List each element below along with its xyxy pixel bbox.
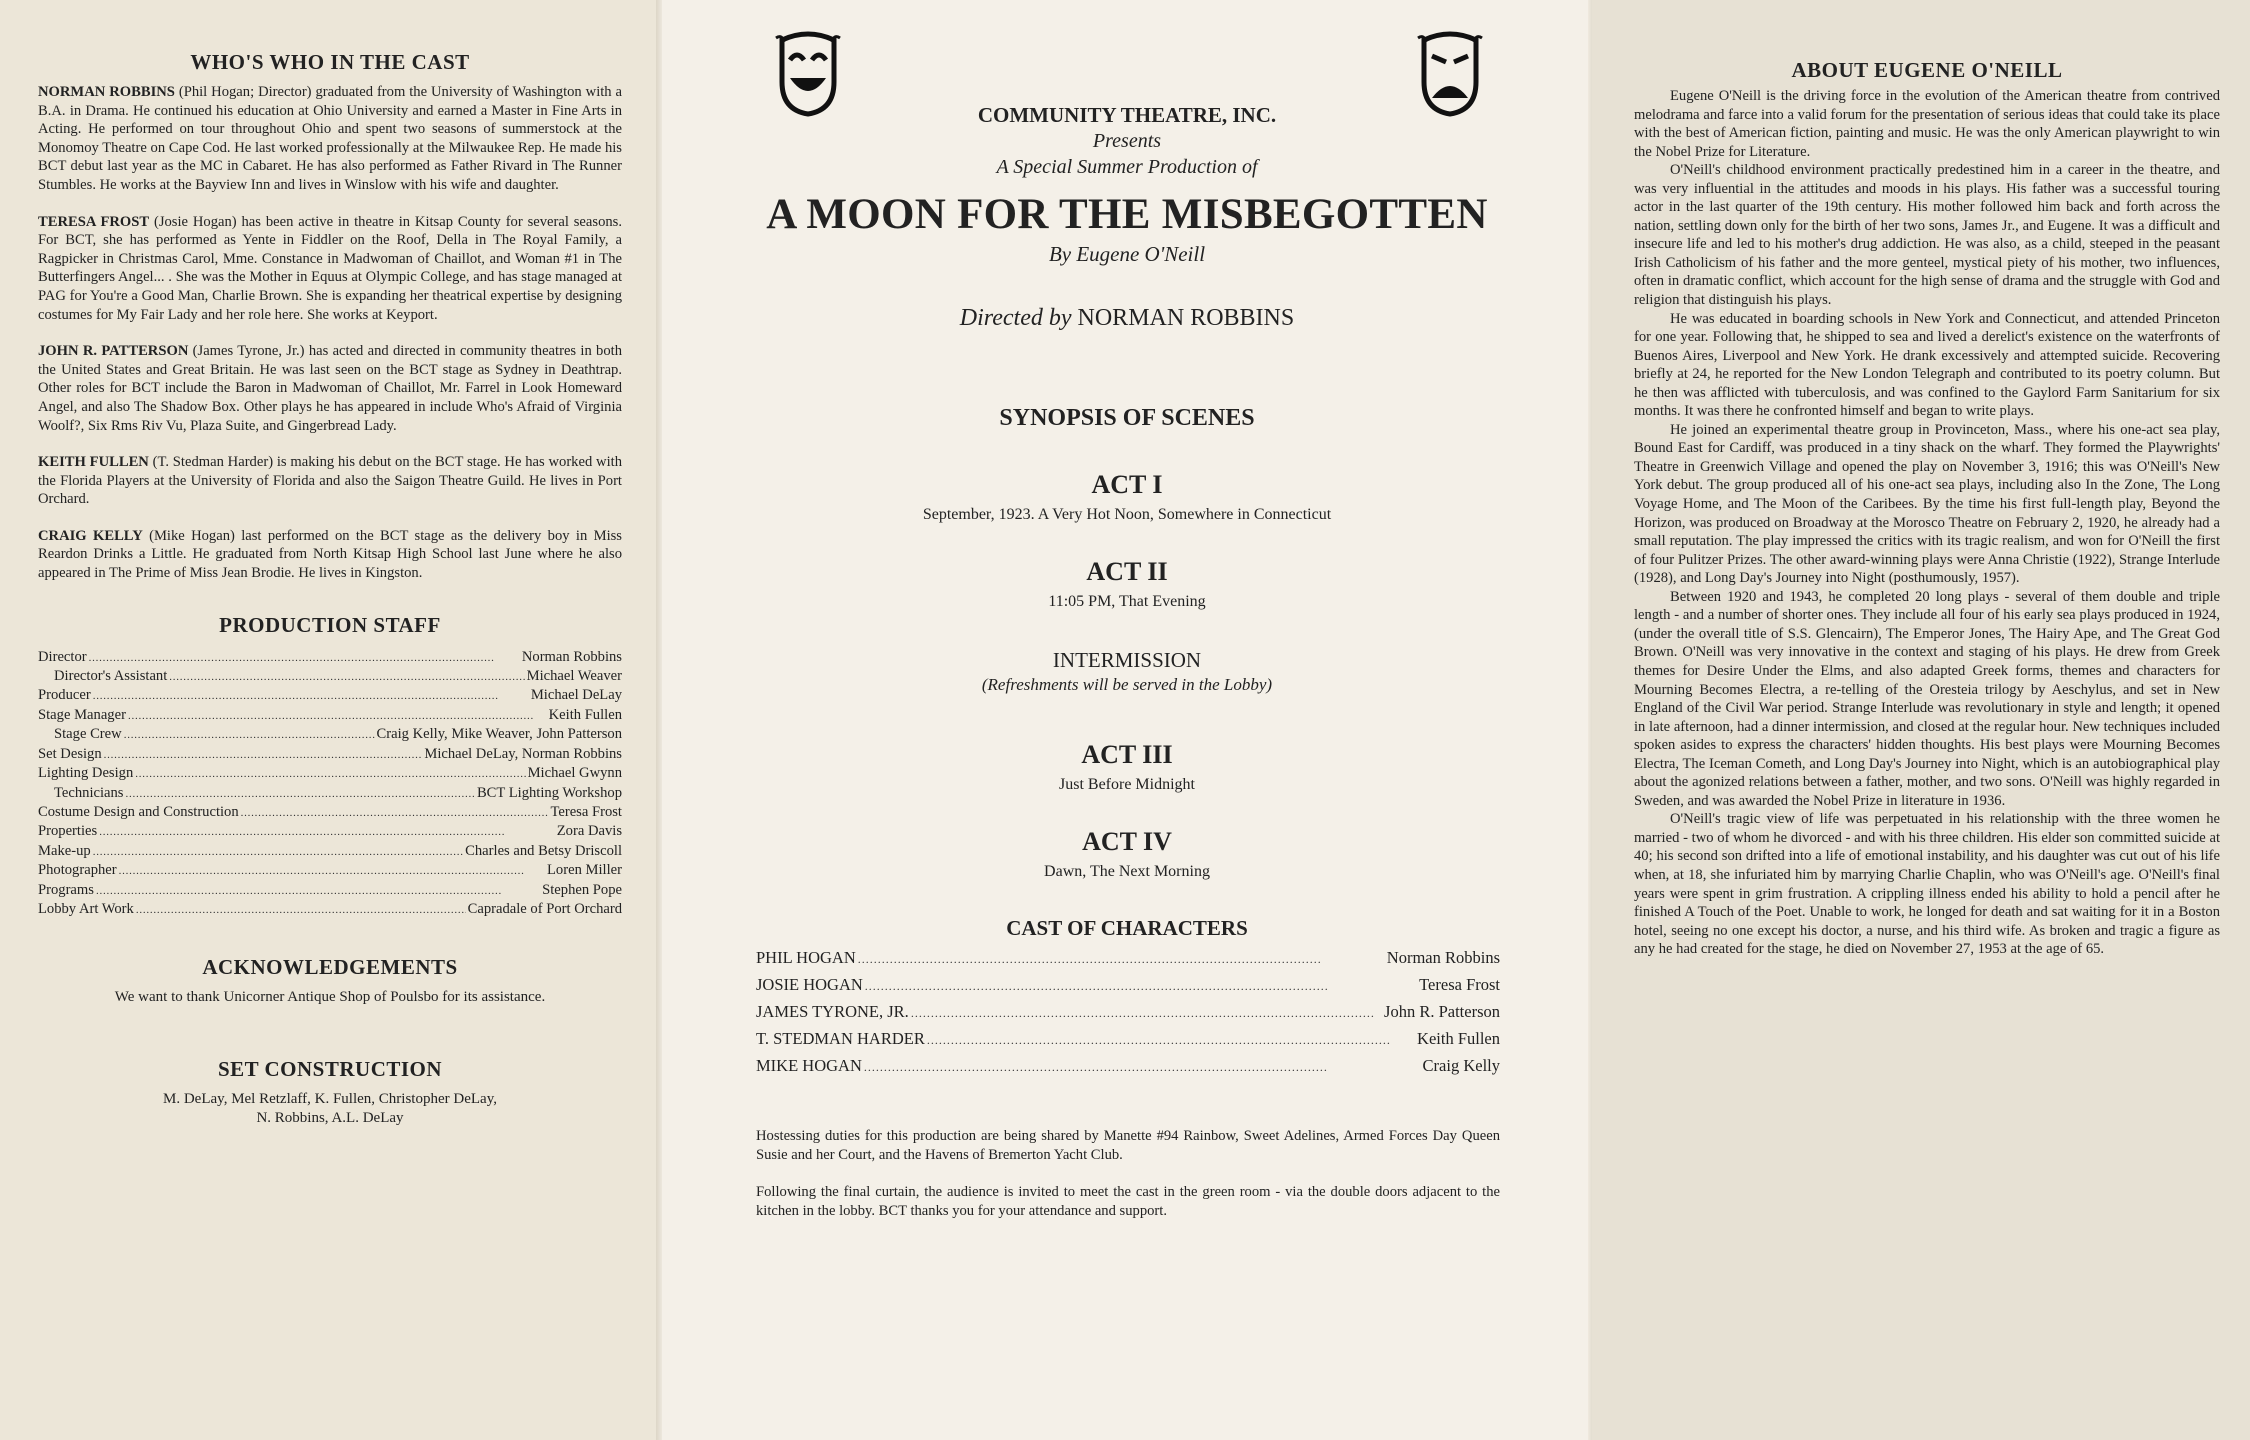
actor-name: Keith Fullen xyxy=(1417,1029,1500,1048)
staff-role: Programs xyxy=(38,881,94,898)
staff-name: Charles and Betsy Driscoll xyxy=(465,842,622,859)
act-4-title: ACT IV xyxy=(1082,827,1172,856)
cast-bio xyxy=(38,453,622,509)
cast-bio-name: CRAIG KELLY xyxy=(38,527,143,544)
staff-name: Craig Kelly, Mike Weaver, John Patterson xyxy=(376,726,622,743)
act-3-description: Just Before Midnight xyxy=(1059,776,1195,793)
staff-name: Michael Gwynn xyxy=(527,765,622,782)
intermission-title: INTERMISSION xyxy=(1052,648,1202,672)
staff-name: Norman Robbins xyxy=(521,648,622,665)
dot-leader xyxy=(911,999,1382,1026)
cast-row xyxy=(756,999,1500,1026)
dot-leader xyxy=(241,803,549,822)
dot-leader xyxy=(136,900,466,919)
cast-bio-text: (Josie Hogan) has been active in theatre in Kitsap County for several seasons. For BCT, she has performed as Yente in Fiddler on the Roof, Della in The Royal Family, a Ragpicker in Christmas Carol, Mme. Constance in Madwoman of Chaillot, and Woman #1 in The Butterfingers Angel... . She was the Mother in Equus at Olympic College, and has stage managed at PAG for You're a Good Man, Charlie Brown. She is expanding her theatrical expertise by designing costumes for My Fair Lady and her role here. She works at Keyport. xyxy=(38,213,622,323)
staff-name: Michael DeLay, Norman Robbins xyxy=(424,745,622,762)
dot-leader xyxy=(93,842,463,861)
act-2-block xyxy=(662,557,1592,611)
cast-bio-name: TERESA FROST xyxy=(38,213,150,230)
staff-name: Capradale of Port Orchard xyxy=(467,900,622,917)
intermission-note: (Refreshments will be served in the Lobby) xyxy=(981,675,1273,694)
cast-bio-name: NORMAN ROBBINS xyxy=(38,84,175,100)
staff-name: Michael Weaver xyxy=(526,668,622,685)
about-heading: ABOUT EUGENE O'NEILL xyxy=(1791,58,2063,82)
staff-role: Photographer xyxy=(38,862,117,879)
dot-leader xyxy=(864,1053,1421,1080)
dot-leader xyxy=(99,822,555,841)
act-2-description: 11:05 PM, That Evening xyxy=(1048,593,1206,610)
cast-row xyxy=(756,945,1500,972)
staff-row xyxy=(38,745,622,764)
cast-bios-heading: WHO'S WHO IN THE CAST xyxy=(190,50,470,74)
right-panel xyxy=(1592,0,2250,1440)
staff-row xyxy=(38,822,622,841)
cast-bio-name: JOHN R. PATTERSON xyxy=(38,343,189,360)
staff-row xyxy=(38,725,622,744)
staff-row xyxy=(38,861,622,880)
dot-leader xyxy=(119,861,545,880)
about-paragraph: He joined an experimental theatre group in Provinceton, Mass., where his one-act sea play, Bound East for Cardiff, was produced in a tiny shack on the wharf. They formed the Playwrights' Theatre in Greenwich Village and opened the play on November 3, 1916; this was O'Neill's New York debut. The group produced all of his one-act sea plays, including also In the Zone, The Long Voyage Home, and The Moon of the Caribees. By the time his first full-length play, Beyond the Horizon, was produced on Broadway at the Morosco Theatre on February 2, 1920, he already had a small reputation. The play impressed the critics with its tragic realism, and won for O'Neill the first of four Pulitzer Prizes. The other award-winning plays were Anna Christie (1922), Strange Interlude (1928), and Long Day's Journey into Night (posthumously, 1957). xyxy=(1634,421,2220,587)
dot-leader xyxy=(89,648,520,667)
staff-row xyxy=(38,706,622,725)
cast-row xyxy=(756,972,1500,999)
dot-leader xyxy=(865,972,1417,999)
directed-by-line xyxy=(662,305,1592,332)
cast-bio-text: (T. Stedman Harder) is making his debut on the BCT stage. He has worked with the Florida Players at the University of Florida and also the Saigon Theatre Guild. He lives in Port Orchard. xyxy=(38,454,622,508)
hostessing-note: Hostessing duties for this production are being shared by Manette #94 Rainbow, Sweet Adelines, Armed Forces Day Queen Susie and her Court, and the Havens of Bremerton Yacht Club. xyxy=(756,1128,1500,1163)
about-text xyxy=(1634,87,2220,959)
cast-bio xyxy=(38,527,622,583)
act-1-description: September, 1923. A Very Hot Noon, Somewhere in Connecticut xyxy=(922,506,1332,523)
staff-name: Zora Davis xyxy=(556,823,622,840)
organization-name: COMMUNITY THEATRE, INC. xyxy=(977,103,1277,127)
character-name: JAMES TYRONE, JR. xyxy=(756,1002,909,1021)
staff-role: Director's Assistant xyxy=(54,668,168,685)
acknowledgements-text: We want to thank Unicorner Antique Shop of Poulsbo for its assistance. xyxy=(114,989,546,1006)
cast-of-characters-heading: CAST OF CHARACTERS xyxy=(1006,916,1248,940)
staff-row xyxy=(38,686,622,705)
about-paragraph: O'Neill's tragic view of life was perpetuated in his relationship with the three women he married - two of whom he divorced - and with his three children. His elder son committed suicide at 40; his second son drifted into a life of emotional instability, and his daughter was cut out of his life when, at 18, she infuriated him by marrying Charlie Chaplin, who was O'Neill's age. O'Neill's final years were spent in grim frustration. A crippling illness ended his ability to hold a pencil after he finished A Touch of the Poet. Unable to work, he longed for death and sat waiting for it in a Boston hotel, seeing no one except his doctor, a nurse, and his third wife. As broken and tragic a figure as any he had created for the stage, he died on November 27, 1953 at the age of 65. xyxy=(1634,811,2220,958)
dot-leader xyxy=(125,784,474,803)
staff-name: Keith Fullen xyxy=(548,706,622,723)
act-4-description: Dawn, The Next Morning xyxy=(1044,863,1210,880)
bios-list xyxy=(38,83,622,583)
act-3-title: ACT III xyxy=(1081,740,1173,769)
cast-bio xyxy=(38,342,622,435)
acknowledgements-heading: ACKNOWLEDGEMENTS xyxy=(202,955,458,980)
dot-leader xyxy=(104,745,423,764)
directed-by-label: Directed by xyxy=(959,305,1072,331)
actor-name: Teresa Frost xyxy=(1419,975,1500,994)
staff-role: Lighting Design xyxy=(38,765,134,782)
production-staff-list xyxy=(38,648,622,920)
character-name: PHIL HOGAN xyxy=(756,948,856,967)
staff-row xyxy=(38,842,622,861)
set-construction-line-2: N. Robbins, A.L. DeLay xyxy=(256,1110,404,1127)
cast-bio-text: (James Tyrone, Jr.) has acted and directed in community theatres in both the United States and Great Britain. He was last seen on the BCT stage as Sydney in Deathtrap. Other roles for BCT include the Baron in Madwoman of Chaillot, Mr. Farrel in Look Homeward Angel, and also The Shadow Box. Other plays he has appeared in include Who's Afraid of Virginia Woolf?, Six Rms Riv Vu, Plaza Suite, and Gingerbread Lady. xyxy=(38,343,622,434)
staff-role: Properties xyxy=(38,823,98,840)
staff-role: Set Design xyxy=(38,745,102,762)
cast-bio-text: (Phil Hogan; Director) graduated from the University of Washington with a B.A. in Drama. He continued his education at Ohio University and earned a Master in Fine Arts in Acting. He performed on tour throughout Ohio and spent two seasons of summerstock at the Monomoy Theatre on Cape Cod. He last worked professionally at the Milwaukee Rep. He made his BCT debut last year as the MC in Cabaret. He has also performed as Father Rivard in The Runner Stumbles. He works at the Bayview Inn and lives in Winslow with his wife and daughter. xyxy=(38,84,623,193)
staff-role: Costume Design and Construction xyxy=(38,803,239,820)
cast-bio xyxy=(38,213,622,325)
about-paragraph: Between 1920 and 1943, he completed 20 long plays - several of them double and triple length - and a number of shorter ones. They include all four of his early sea plays produced in 1924, (under the overall title of S.S. Glencairn), The Emperor Jones, The Hairy Ape, and The Great God Brown. O'Neill was very innovative in the context and staging of his plays. He drew from Greek themes for Desire Under the Elms, and also adapted Greek forms, themes and characters for Mourning Becomes Electra, a re-telling of the Oresteia trilogy by Aeschylus, and set in New England of the Civil War period. Strange Interlude was revolutionary in style and length; it opened in late afternoon, had a dinner intermission, and closed at the regular hour. New techniques included spoken asides to express the characters' hidden thoughts. His best plays were Mourning Becomes Electra, The Iceman Cometh, and Long Day's Journey into Night, which is an autobiographical play about the agonized relations between a father, mother, and two sons. O'Neill was highly regarded in Sweden, and was awarded the Nobel Prize in literature in 1936. xyxy=(1634,588,2220,809)
set-construction-line-1: M. DeLay, Mel Retzlaff, K. Fullen, Christopher DeLay, xyxy=(163,1091,497,1108)
about-paragraph: He was educated in boarding schools in New York and Connecticut, and attended Princeton for one year. Following that, he shipped to sea and lived a derelict's existence on the waterfronts of Buenos Aires, Liverpool and New York. He drank excessively and attempted suicide. Recovering briefly at 24, he reported for the New London Telegraph and contributed to its poetry column. But he then was afflicted with tuberculosis, and was confined to the Gaylord Farm Sanitarium for six months. It was there he confronted himself and began to write plays. xyxy=(1634,310,2220,420)
dot-leader xyxy=(93,686,529,705)
play-author: By Eugene O'Neill xyxy=(1048,242,1206,266)
cast-bio-text: (Mike Hogan) last performed on the BCT stage as the delivery boy in Miss Reardon Drinks a Little. He graduated from North Kitsap High School last June where he also appeared in The Prime of Miss Jean Brodie. He lives in Kingston. xyxy=(38,527,622,582)
dot-leader xyxy=(128,706,547,725)
staff-name: Stephen Pope xyxy=(542,881,622,898)
actor-name: Craig Kelly xyxy=(1422,1056,1500,1075)
dot-leader xyxy=(96,881,540,900)
left-panel xyxy=(0,0,662,1440)
staff-row xyxy=(38,784,622,803)
staff-row xyxy=(38,803,622,822)
production-staff-heading: PRODUCTION STAFF xyxy=(219,612,441,637)
staff-name: Michael DeLay xyxy=(530,687,622,704)
cast-row xyxy=(756,1053,1500,1080)
synopsis-heading: SYNOPSIS OF SCENES xyxy=(999,405,1255,431)
character-name: MIKE HOGAN xyxy=(756,1056,862,1075)
character-name: JOSIE HOGAN xyxy=(756,975,863,994)
staff-role: Lobby Art Work xyxy=(38,900,134,917)
staff-name: Loren Miller xyxy=(547,862,622,879)
dot-leader xyxy=(858,945,1385,972)
staff-row xyxy=(38,648,622,667)
dot-leader xyxy=(927,1026,1415,1053)
dot-leader xyxy=(169,667,524,686)
presents-line: Presents xyxy=(1092,130,1162,152)
staff-role: Technicians xyxy=(54,784,124,801)
character-name: T. STEDMAN HARDER xyxy=(756,1029,925,1048)
dot-leader xyxy=(124,725,375,744)
middle-panel xyxy=(662,0,1592,1440)
staff-role: Stage Crew xyxy=(54,726,122,743)
about-paragraph: Eugene O'Neill is the driving force in the evolution of the American theatre from contrived melodrama and farce into a valid forum for the presentation of serious ideas that could take its place with the best of American fiction, painting and music. He was the only American playwright to win the Nobel Prize for Literature. xyxy=(1634,88,2220,160)
staff-role: Stage Manager xyxy=(38,706,126,723)
special-production-line: A Special Summer Production of xyxy=(996,156,1258,178)
intermission-block xyxy=(662,648,1592,695)
cast-bio-name: KEITH FULLEN xyxy=(38,454,149,471)
actor-name: Norman Robbins xyxy=(1386,948,1500,967)
act-1-title: ACT I xyxy=(1091,470,1163,499)
act-4-block xyxy=(662,827,1592,881)
staff-role: Director xyxy=(38,648,87,665)
following-note: Following the final curtain, the audience is invited to meet the cast in the green room - via the double doors adjacent to the kitchen in the lobby. BCT thanks you for your attendance and support. xyxy=(756,1184,1500,1219)
act-3-block xyxy=(662,740,1592,794)
dot-leader xyxy=(135,764,525,783)
act-2-title: ACT II xyxy=(1086,557,1168,586)
director-name: NORMAN ROBBINS xyxy=(1077,305,1295,331)
staff-row xyxy=(38,900,622,919)
staff-row xyxy=(38,764,622,783)
staff-row xyxy=(38,667,622,686)
cast-row xyxy=(756,1026,1500,1053)
staff-name: Teresa Frost xyxy=(550,803,622,820)
cast-list xyxy=(756,945,1500,1080)
staff-role: Producer xyxy=(38,687,91,704)
staff-role: Make-up xyxy=(38,842,91,859)
actor-name: John R. Patterson xyxy=(1384,1002,1500,1021)
cast-bio xyxy=(38,83,622,195)
act-1-block xyxy=(662,470,1592,524)
about-paragraph: O'Neill's childhood environment practically predestined him in a career in the theatre, and was very influential in the attitudes and moods in his plays. His father was a successful touring actor in the last quarter of the 19th century. His mother followed him back and forth across the nation, settling down only for the birth of her two sons, James Jr., and Eugene. It was a difficult and insecure life and led to his mother's drug addiction. He was also, as a child, steeped in the peasant Irish Catholicism of his father and the more genteel, mystical piety of his mother, two influences, often in dramatic conflict, which account for the high sense of drama and the struggle with God and religion that distinguish his plays. xyxy=(1634,162,2220,309)
set-construction-heading: SET CONSTRUCTION xyxy=(217,1057,443,1082)
staff-row xyxy=(38,881,622,900)
staff-name: BCT Lighting Workshop xyxy=(476,784,622,801)
play-title: A MOON FOR THE MISBEGOTTEN xyxy=(766,191,1488,238)
